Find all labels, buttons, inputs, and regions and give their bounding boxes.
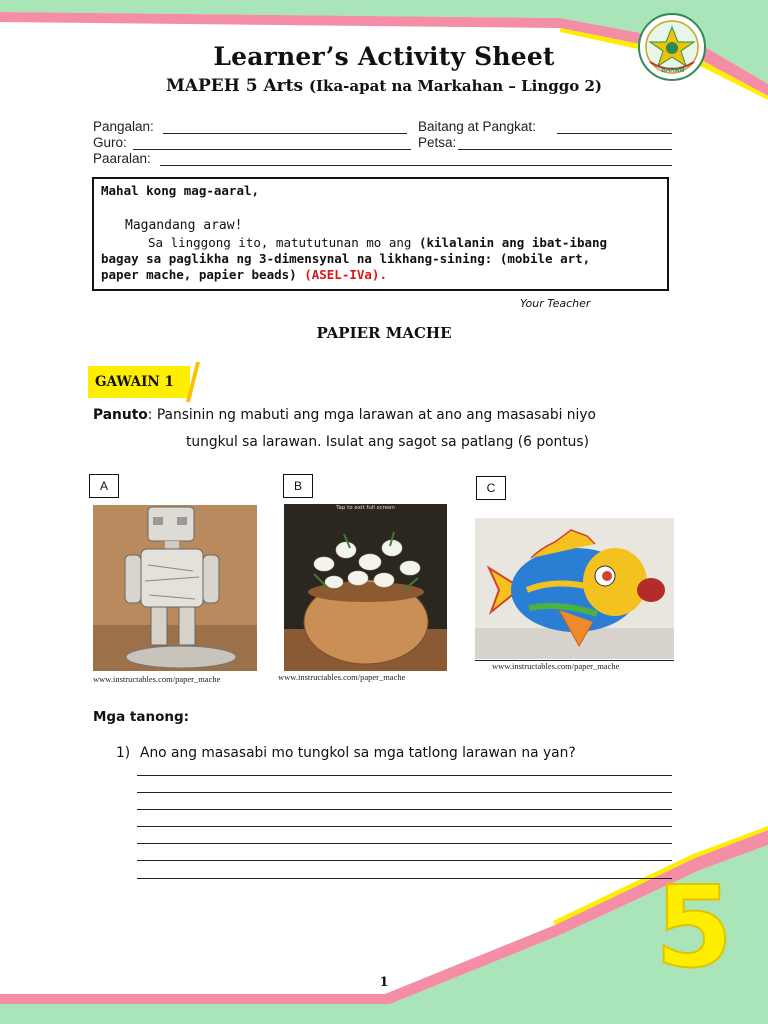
message-greeting: Mahal kong mag-aaral, bbox=[101, 183, 260, 198]
message-hello: Magandang araw! bbox=[125, 218, 243, 233]
subtitle-main: MAPEH 5 Arts bbox=[165, 76, 304, 96]
grade-label: Baitang at Pangkat: bbox=[418, 119, 536, 134]
image-a-caption: www.instructables.com/paper_mache bbox=[93, 674, 221, 684]
name-label: Pangalan: bbox=[93, 119, 154, 134]
question-1-number: 1) bbox=[116, 745, 131, 761]
instruction-line2: tungkul sa larawan. Isulat ang sagot sa patlang (6 pontus) bbox=[186, 434, 589, 450]
subtitle-quarter: (Ika-apat na Markahan – Linggo 2) bbox=[308, 77, 603, 95]
image-c-label: C bbox=[476, 476, 506, 500]
teacher-label: Guro: bbox=[93, 135, 127, 150]
message-line3-bold: paper mache, papier beads) bbox=[101, 267, 297, 282]
image-b-label: B bbox=[283, 474, 313, 498]
date-label: Petsa: bbox=[418, 135, 457, 150]
teacher-signature: Your Teacher bbox=[520, 297, 591, 310]
name-field[interactable] bbox=[163, 133, 407, 134]
teacher-field[interactable] bbox=[133, 149, 411, 150]
instruction-line1 bbox=[93, 407, 596, 423]
message-code: (ASEL-IVa). bbox=[304, 267, 387, 282]
answer-line[interactable] bbox=[137, 809, 672, 810]
image-c-caption: www.instructables.com/paper_mache bbox=[492, 661, 620, 671]
grade-badge: 5 bbox=[655, 863, 733, 993]
page-title: Learner’s Activity Sheet bbox=[213, 42, 555, 71]
message-line2: bagay sa paglikha ng 3-dimensynal na likhang-sining: (mobile art, bbox=[101, 251, 591, 266]
answer-line[interactable] bbox=[137, 775, 672, 776]
seal-label: BARMM bbox=[661, 68, 685, 74]
activity-label-slant bbox=[186, 362, 200, 402]
school-label: Paaralan: bbox=[93, 151, 151, 166]
date-field[interactable] bbox=[458, 149, 672, 150]
instruction-text1: : Pansinin ng mabuti ang mga larawan at ano ang masasabi niyo bbox=[147, 407, 596, 423]
instruction-label: Panuto bbox=[93, 407, 148, 423]
topic-heading: PAPIER MACHE bbox=[316, 324, 452, 342]
image-a-label: A bbox=[89, 474, 119, 498]
image-b-bowl bbox=[284, 504, 447, 671]
image-b-overlay: Tap to exit full screen bbox=[336, 505, 395, 511]
answer-line[interactable] bbox=[137, 843, 672, 844]
answer-line[interactable] bbox=[137, 792, 672, 793]
school-field[interactable] bbox=[160, 165, 672, 166]
page-subtitle bbox=[0, 76, 768, 96]
answer-line[interactable] bbox=[137, 878, 672, 879]
image-c-fish bbox=[475, 518, 674, 659]
question-1-text: Ano ang masasabi mo tungkol sa mga tatlong larawan na yan? bbox=[140, 745, 576, 761]
answer-line[interactable] bbox=[137, 826, 672, 827]
activity-label: GAWAIN 1 bbox=[95, 374, 174, 390]
image-b-caption: www.instructables.com/paper_mache bbox=[278, 672, 406, 682]
answer-line[interactable] bbox=[137, 860, 672, 861]
message-line1 bbox=[148, 235, 607, 250]
image-a-robot bbox=[93, 505, 257, 671]
page-number: 1 bbox=[379, 975, 389, 990]
message-line1-bold: (kilalanin ang ibat-ibang bbox=[418, 235, 608, 250]
message-line3 bbox=[101, 267, 387, 282]
questions-heading: Mga tanong: bbox=[93, 709, 190, 725]
grade-field[interactable] bbox=[557, 133, 672, 134]
message-line1-plain: Sa linggong ito, matututunan mo ang bbox=[148, 235, 419, 250]
